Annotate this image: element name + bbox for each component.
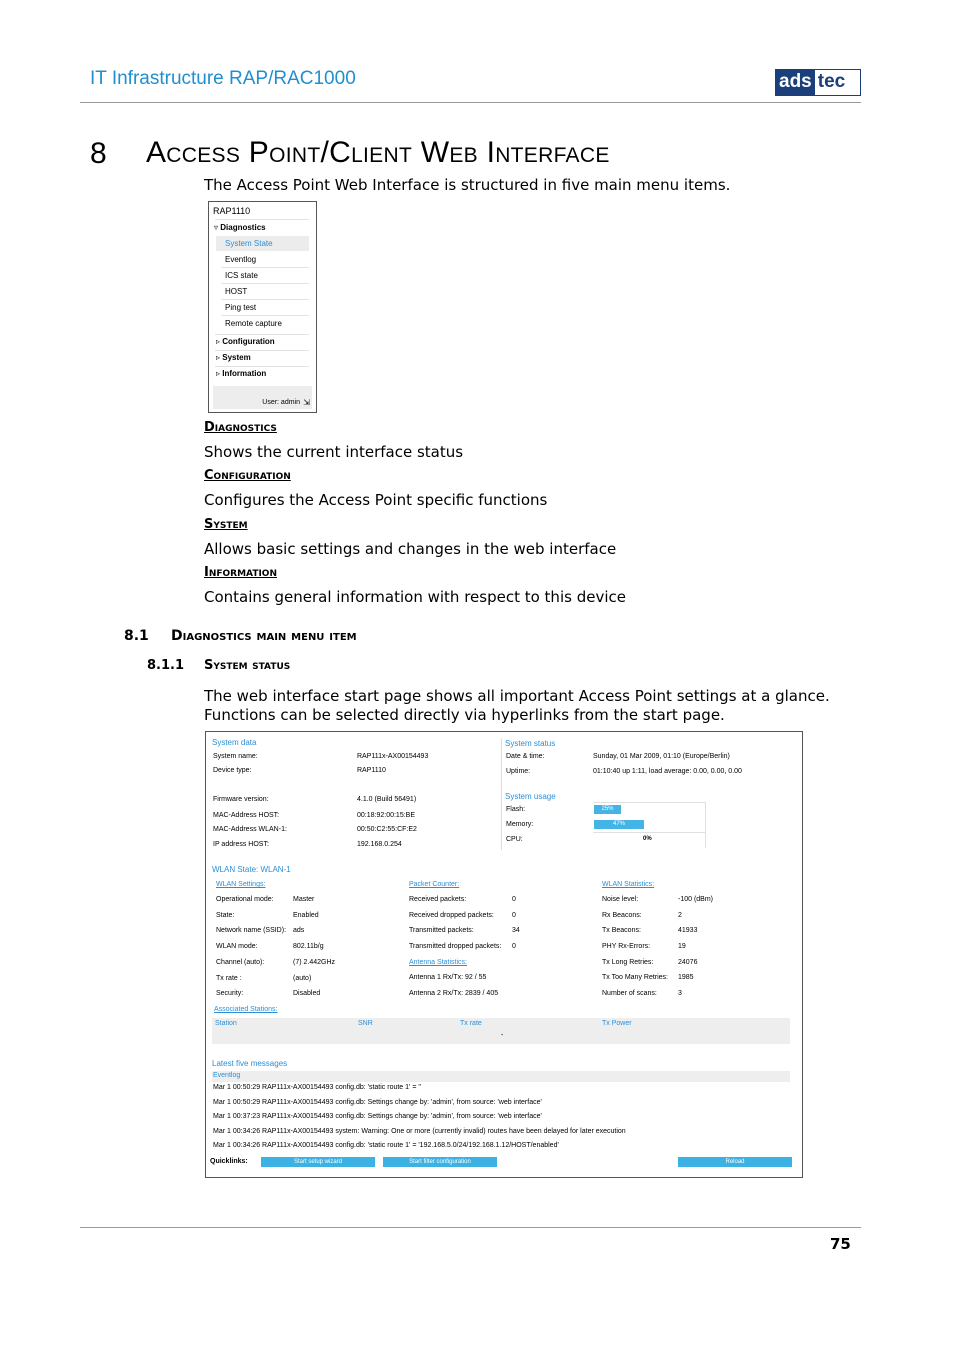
- menu-diagnostics-label: Diagnostics: [220, 223, 266, 232]
- antenna-stat: Antenna 1 Rx/Tx: 92 / 55: [409, 974, 487, 981]
- menu-item-system-state[interactable]: [216, 236, 309, 251]
- wlan-setting-value: (7) 2.442GHz: [293, 959, 336, 966]
- menu-item-remote-capture[interactable]: Remote capture: [225, 319, 282, 328]
- quicklinks-label: Quicklinks:: [210, 1158, 248, 1165]
- menu-configuration[interactable]: [216, 337, 275, 346]
- system-usage-heading: System usage: [505, 792, 556, 801]
- message-line: Mar 1 00:50:29 RAP111x-AX00154493 config.db: 'static route 1' = '': [213, 1084, 422, 1091]
- start-setup-wizard-button[interactable]: Start setup wizard: [261, 1157, 375, 1167]
- ads-tec-logo: [775, 69, 861, 96]
- packet-value: 0: [512, 896, 516, 903]
- wlan-stat-value: -100 (dBm): [678, 896, 714, 903]
- logo-left-text: ads: [776, 70, 815, 95]
- system-data-label: System name:: [213, 753, 258, 760]
- start-filter-configuration-button[interactable]: Start filter configuration: [383, 1157, 497, 1167]
- menu-screenshot: [208, 201, 317, 413]
- packet-label: Transmitted dropped packets:: [409, 943, 502, 950]
- menu-user-label: User: admin: [262, 399, 300, 406]
- stations-column-header: Tx Power: [602, 1020, 632, 1027]
- packet-label: Transmitted packets:: [409, 927, 474, 934]
- menu-system-label: System: [222, 353, 251, 362]
- system-status-label: Uptime:: [506, 768, 531, 775]
- document-header-title: IT Infrastructure RAP/RAC1000: [90, 68, 356, 89]
- usage-divider: [593, 832, 705, 833]
- wlan-state-heading: WLAN State: WLAN-1: [212, 865, 291, 874]
- usage-divider: [593, 802, 705, 803]
- triangle-right-icon: ▹: [216, 337, 221, 346]
- wlan-setting-label: Network name (SSID):: [216, 927, 287, 934]
- paragraph-line-1: The web interface start page shows all important Access Point settings at a glance.: [204, 687, 830, 705]
- stations-column-header: Station: [215, 1020, 237, 1027]
- wlan-settings-link[interactable]: WLAN Settings:: [216, 881, 266, 888]
- system-data-value: 192.168.0.254: [357, 841, 402, 848]
- system-data-label: MAC-Address WLAN-1:: [213, 826, 287, 833]
- menu-divider: [221, 299, 309, 300]
- wlan-stat-label: Noise level:: [602, 896, 639, 903]
- chapter-title: Access Point/Client Web Interface: [146, 136, 610, 169]
- wlan-stat-value: 24076: [678, 959, 698, 966]
- menu-information[interactable]: [216, 369, 266, 378]
- menu-divider: [215, 366, 309, 367]
- message-line: Mar 1 00:50:29 RAP111x-AX00154493 config.db: Settings change by: 'admin', from source: 'web interface': [213, 1099, 542, 1106]
- logo-right-text: tec: [817, 71, 846, 92]
- system-data-heading: System data: [212, 738, 257, 747]
- wlan-setting-value: 802.11b/g: [293, 943, 324, 950]
- footer-divider: [80, 1227, 861, 1228]
- stations-empty-marker: -: [501, 1032, 504, 1039]
- column-divider: [501, 738, 502, 850]
- wlan-setting-label: State:: [216, 912, 235, 919]
- chapter-number: 8: [90, 137, 107, 170]
- menu-item-system-state-label: System State: [225, 239, 273, 248]
- system-status-value: Sunday, 01 Mar 2009, 01:10 (Europe/Berlin): [593, 753, 730, 760]
- system-status-heading: System status: [505, 739, 556, 748]
- system-status-value: 01:10:40 up 1:11, load average: 0.00, 0.00, 0.00: [593, 768, 742, 775]
- stations-column-header: SNR: [358, 1020, 373, 1027]
- system-data-label: IP address HOST:: [213, 841, 269, 848]
- menu-device-name: RAP1110: [213, 206, 251, 216]
- message-line: Mar 1 00:34:26 RAP111x-AX00154493 config.db: 'static route 1' = '192.168.5.0/24/192.168.1.12/HOST/enabled': [213, 1142, 559, 1149]
- wlan-setting-value: ads: [293, 927, 305, 934]
- menu-divider: [215, 334, 309, 335]
- system-data-label: MAC-Address HOST:: [213, 812, 280, 819]
- menu-footer: [213, 386, 312, 409]
- reload-button[interactable]: Reload: [678, 1157, 792, 1167]
- message-line: Mar 1 00:37:23 RAP111x-AX00154493 config.db: Settings change by: 'admin', from source: 'web interface': [213, 1113, 542, 1120]
- menu-configuration-label: Configuration: [222, 337, 275, 346]
- wlan-statistics-link[interactable]: WLAN Statistics:: [602, 881, 655, 888]
- stations-table: [212, 1018, 790, 1044]
- packet-value: 34: [512, 927, 520, 934]
- system-data-value: 00:50:C2:55:CF:E2: [357, 826, 417, 833]
- latest-messages-heading: Latest five messages: [212, 1059, 288, 1068]
- menu-divider: [221, 315, 309, 316]
- page-number: 75: [830, 1235, 851, 1253]
- wlan-setting-label: WLAN mode:: [216, 943, 258, 950]
- menu-item-eventlog[interactable]: Eventlog: [225, 255, 257, 264]
- message-line: Mar 1 00:34:26 RAP111x-AX00154493 system: Warning: One or more (currently invalid) routes have been delayed for later execution: [213, 1128, 626, 1135]
- wlan-stat-label: Tx Long Retries:: [602, 959, 654, 966]
- web-interface-screenshot: [205, 731, 803, 1178]
- paragraph-line-2: Functions can be selected directly via hyperlinks from the start page.: [204, 706, 725, 724]
- wlan-stat-value: 3: [678, 990, 682, 997]
- triangle-right-icon: ▹: [216, 369, 221, 378]
- packet-label: Received dropped packets:: [409, 912, 494, 919]
- section-heading-information: Information: [204, 565, 277, 580]
- packet-value: 0: [512, 943, 516, 950]
- menu-divider: [221, 283, 309, 284]
- wlan-setting-label: Tx rate :: [216, 975, 242, 982]
- wlan-stat-label: Rx Beacons:: [602, 912, 642, 919]
- system-data-label: Device type:: [213, 767, 252, 774]
- system-data-value: RAP111x-AX00154493: [357, 753, 429, 760]
- menu-item-host[interactable]: HOST: [225, 287, 248, 296]
- flash-usage-bar: 25%: [594, 805, 621, 814]
- system-data-label: Firmware version:: [213, 796, 269, 803]
- wlan-stat-label: PHY Rx-Errors:: [602, 943, 651, 950]
- menu-divider: [215, 350, 309, 351]
- section-heading-configuration: Configuration: [204, 468, 291, 483]
- section-heading-system: System: [204, 517, 248, 532]
- packet-label: Received packets:: [409, 896, 467, 903]
- triangle-right-icon: ▹: [216, 353, 221, 362]
- stations-column-header: Tx rate: [460, 1020, 482, 1027]
- usage-flash-label: Flash:: [506, 806, 526, 813]
- wlan-setting-label: Channel (auto):: [216, 959, 265, 966]
- cpu-usage-value: 0%: [643, 836, 652, 842]
- usage-border: [705, 802, 706, 848]
- eventlog-header-bar: [212, 1071, 790, 1082]
- menu-item-ping-test[interactable]: Ping test: [225, 303, 257, 312]
- wlan-setting-value: (auto): [293, 975, 312, 982]
- wlan-stat-label: Number of scans:: [602, 990, 657, 997]
- usage-memory-label: Memory:: [506, 821, 534, 828]
- system-data-value: 4.1.0 (Build 56491): [357, 796, 417, 803]
- associated-stations-link[interactable]: Associated Stations:: [214, 1006, 278, 1013]
- menu-divider: [221, 267, 309, 268]
- section-8-1-number: 8.1: [124, 628, 149, 644]
- system-data-value: 00:18:92:00:15:BE: [357, 812, 415, 819]
- section-text-system: Allows basic settings and changes in the web interface: [204, 540, 617, 558]
- wlan-setting-value: Enabled: [293, 912, 319, 919]
- section-heading-diagnostics: Diagnostics: [204, 420, 277, 435]
- eventlog-link[interactable]: Eventlog: [213, 1072, 241, 1079]
- wlan-stat-value: 41933: [678, 927, 698, 934]
- wlan-setting-value: Disabled: [293, 990, 321, 997]
- menu-item-ics-state[interactable]: ICS state: [225, 271, 258, 280]
- wlan-stat-label: Tx Too Many Retries:: [602, 974, 669, 981]
- antenna-stat: Antenna 2 Rx/Tx: 2839 / 405: [409, 990, 499, 997]
- menu-information-label: Information: [222, 369, 267, 378]
- menu-diagnostics[interactable]: [214, 223, 266, 232]
- usage-cpu-label: CPU:: [506, 836, 523, 843]
- wlan-setting-label: Operational mode:: [216, 896, 274, 903]
- wlan-setting-label: Security:: [216, 990, 244, 997]
- wlan-stat-value: 1985: [678, 974, 694, 981]
- memory-usage-bar: 47%: [594, 820, 644, 829]
- system-status-label: Date & time:: [506, 753, 545, 760]
- packet-counter-link[interactable]: Packet Counter:: [409, 881, 460, 888]
- section-text-information: Contains general information with respect to this device: [204, 588, 626, 606]
- section-8-1-title: Diagnostics main menu item: [171, 628, 357, 644]
- wlan-stat-value: 19: [678, 943, 686, 950]
- section-text-diagnostics: Shows the current interface status: [204, 443, 464, 461]
- section-8-1-1-number: 8.1.1: [147, 658, 185, 673]
- packet-value: 0: [512, 912, 516, 919]
- header-divider: [80, 102, 861, 103]
- logout-icon[interactable]: ⇲: [303, 398, 310, 407]
- wlan-stat-value: 2: [678, 912, 682, 919]
- wlan-stat-label: Tx Beacons:: [602, 927, 641, 934]
- menu-divider: [215, 219, 309, 220]
- section-text-configuration: Configures the Access Point specific functions: [204, 491, 548, 509]
- system-data-value: RAP1110: [357, 767, 386, 774]
- antenna-statistics-link[interactable]: Antenna Statistics:: [409, 959, 467, 966]
- wlan-setting-value: Master: [293, 896, 315, 903]
- triangle-down-icon: ▿: [214, 223, 219, 232]
- menu-system[interactable]: [216, 353, 251, 362]
- intro-text: The Access Point Web Interface is structured in five main menu items.: [204, 176, 731, 194]
- section-8-1-1-title: System status: [204, 658, 291, 673]
